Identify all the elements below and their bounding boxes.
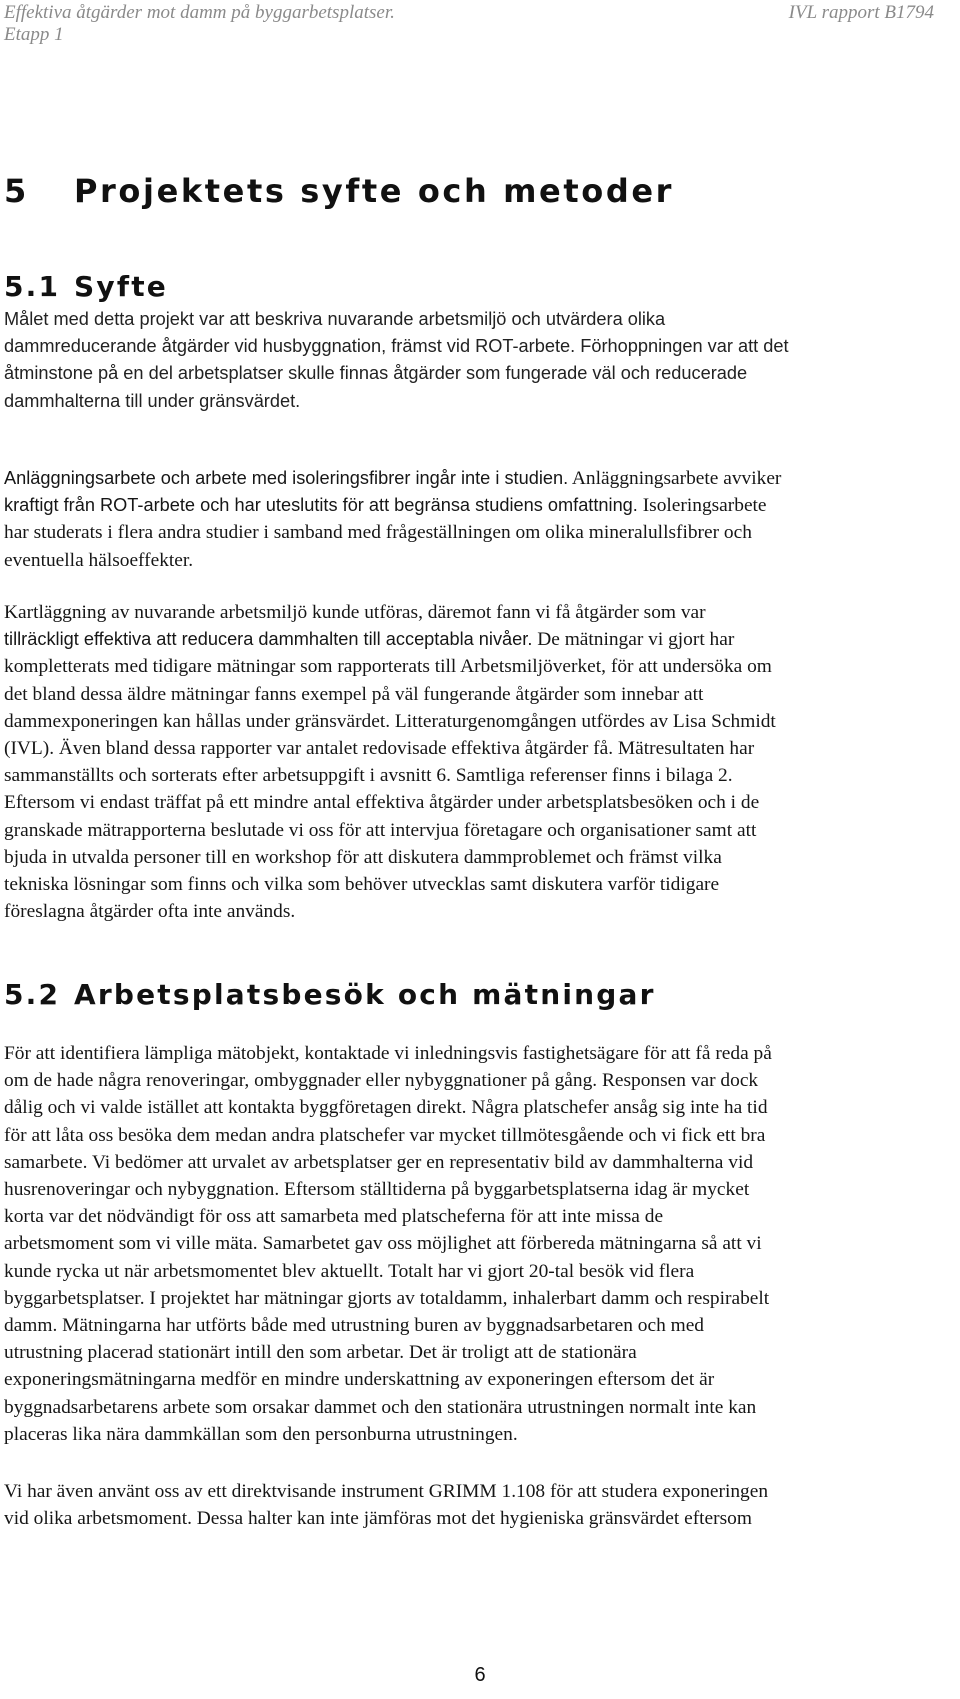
paragraph-line: dålig och vi valde istället att kontakta byggföretagen direkt. Några platschefer ansåg sig inte ha tid [4, 1097, 768, 1119]
section-5-1-heading [4, 270, 168, 303]
paragraph-line: föreslagna åtgärder ofta inte används. [4, 901, 296, 923]
paragraph-line: har studerats i flera andra studier i samband med frågeställningen om olika mineralullsfibrer och [4, 522, 752, 544]
paragraph-line: korta var det nödvändigt för oss att samarbeta med platscheferna för att inte missa de [4, 1206, 664, 1228]
page-number: 6 [474, 1664, 486, 1686]
paragraph-line: om de hade några renoveringar, ombyggnader eller nybyggnationer på gång. Responsen var dock [4, 1070, 759, 1092]
paragraph-line [4, 492, 934, 519]
paragraph-line-sans-part: kraftigt från ROT-arbete och har uteslutits för att begränsa studiens omfattning. [4, 495, 638, 516]
paragraph-line: Kartläggning av nuvarande arbetsmiljö kunde utföras, däremot fann vi få åtgärder som var [4, 602, 706, 623]
paragraph-line: dammhalterna till under gränsvärdet. [4, 390, 301, 411]
paragraph-line: byggarbetsplatser. I projektet har mätningar gjorts av totaldamm, inhalerbart damm och respirabelt [4, 1287, 770, 1309]
paragraph-line-serif-part: De mätningar vi gjort har [532, 629, 735, 651]
paragraph-line-serif-part: Isoleringsarbete [637, 495, 767, 517]
paragraph-line: samarbete. Vi bedömer att urvalet av arbetsplatser ger en representativ bild av dammhalterna vid [4, 1151, 754, 1173]
arbetsplatsbesok-paragraph-2 [4, 1478, 934, 1532]
section-5-number: 5 [4, 172, 29, 210]
paragraph-line-sans-part: Anläggningsarbete och arbete med isoleringsfibrer ingår inte i studien. [4, 468, 569, 488]
section-5-title: Projektets syfte och metoder [74, 172, 675, 210]
paragraph-line: exponeringsmätningarna medför en mindre underskattning av exponeringen eftersom det är [4, 1369, 715, 1391]
paragraph-line: sammanställts och sorterats efter arbetsuppgift i avsnitt 6. Samtliga referenser finns i bilaga 2. [4, 765, 733, 787]
paragraph-line: granskade mätrapporterna beslutade vi oss för att intervjua företagare och organisationer samt att [4, 819, 757, 841]
paragraph-line [4, 465, 934, 492]
section-5-1-number: 5.1 [4, 270, 61, 303]
section-5-2-heading [4, 978, 656, 1011]
paragraph-line: vid olika arbetsmoment. Dessa halter kan inte jämföras mot det hygieniska gränsvärdet eftersom [4, 1508, 752, 1530]
arbetsplatsbesok-paragraph-1 [4, 1040, 934, 1448]
paragraph-line: utrustning placerad stationärt intill den som arbetar. Det är troligt att de stationära [4, 1342, 637, 1364]
paragraph-line: dammexponeringen kan hållas under gränsvärdet. Litteraturgenomgången utfördes av Lisa Schmidt [4, 710, 776, 732]
paragraph-line: kompletterats med tidigare mätningar som rapporterats till Arbetsmiljöverket, för att undersöka om [4, 656, 772, 678]
paragraph-line: Målet med detta projekt var att beskriva nuvarande arbetsmiljö och utvärdera olika [4, 309, 666, 329]
paragraph-line: arbetsmoment som vi ville mäta. Samarbetet gav oss möjlighet att förbereda mätningarna så att vi [4, 1233, 762, 1255]
syfte-paragraph-3 [4, 599, 934, 925]
section-5-2-title: Arbetsplatsbesök och mätningar [74, 978, 656, 1011]
syfte-paragraph-1 [4, 306, 934, 415]
paragraph-line: dammreducerande åtgärder vid husbyggnation, främst vid ROT-arbete. Förhoppningen var att det [4, 336, 789, 357]
syfte-paragraph-2 [4, 465, 934, 574]
paragraph-line: eventuella hälsoeffekter. [4, 549, 194, 571]
paragraph-line: bjuda in utvalda personer till en workshop för att diskutera dammproblemet och främst vilka [4, 846, 722, 868]
header-title-line-1: Effektiva åtgärder mot damm på byggarbetsplatser. [4, 2, 395, 23]
paragraph-line: tekniska lösningar som finns och vilka som behöver utvecklas samt diskutera varför tidigare [4, 874, 720, 896]
paragraph-line [4, 626, 934, 653]
paragraph-line: det bland dessa äldre mätningar fanns exempel på väl fungerande åtgärder som innebar att [4, 683, 704, 705]
section-5-1-title: Syfte [74, 270, 168, 303]
paragraph-line: Eftersom vi endast träffat på ett mindre antal effektiva åtgärder under arbetsplatsbesöken och i de [4, 792, 760, 814]
header-document-title [4, 2, 395, 46]
paragraph-line: För att identifiera lämpliga mätobjekt, kontaktade vi inledningsvis fastighetsägare för att få reda på [4, 1043, 772, 1064]
header-title-line-2: Etapp 1 [4, 24, 64, 45]
paragraph-line: damm. Mätningarna har utförts både med utrustning buren av byggnadsarbetaren och med [4, 1315, 705, 1337]
paragraph-line: för att låta oss besöka dem medan andra platschefer var mycket tillmötesgående och vi fick ett bra [4, 1124, 766, 1146]
paragraph-line: åtminstone på en del arbetsplatser skulle finnas åtgärder som fungerade väl och reducerade [4, 363, 748, 384]
paragraph-line: byggnadsarbetarens arbete som orsakar dammet och den stationära utrustningen normalt inte kan [4, 1396, 757, 1418]
header-report-number: IVL rapport B1794 [788, 2, 934, 23]
paragraph-line: kunde rycka ut när arbetsmomentet blev aktuellt. Totalt har vi gjort 20-tal besök vid flera [4, 1260, 695, 1282]
paragraph-line: husrenoveringar och nybyggnation. Eftersom ställtiderna på byggarbetsplatserna idag är mycket [4, 1179, 750, 1201]
paragraph-line-serif-part: Anläggningsarbete avviker [568, 468, 782, 489]
paragraph-line: Vi har även använt oss av ett direktvisande instrument GRIMM 1.108 för att studera exponeringen [4, 1481, 769, 1502]
paragraph-line: placeras lika nära dammkällan som den personburna utrustningen. [4, 1423, 518, 1445]
paragraph-line: (IVL). Även bland dessa rapporter var antalet redovisade effektiva åtgärder få. Mätresultaten har [4, 738, 755, 760]
section-5-heading [4, 172, 674, 210]
paragraph-line-sans-part: tillräckligt effektiva att reducera dammhalten till acceptabla nivåer. [4, 629, 533, 650]
section-5-2-number: 5.2 [4, 978, 61, 1011]
